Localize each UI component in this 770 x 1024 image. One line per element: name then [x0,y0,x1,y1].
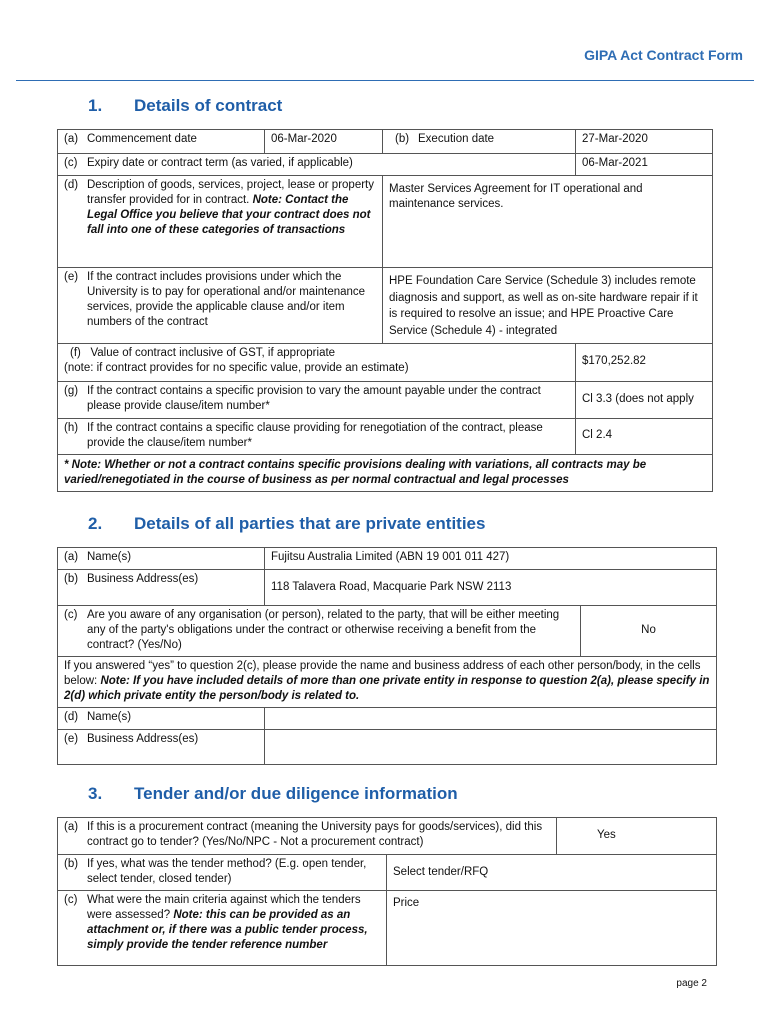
maintenance-clause-field[interactable]: HPE Foundation Care Service (Schedule 3) includes remote diagnosis and support, as well as on-site hardware repair if it is required to resolve an issue; and HPE Proactive Care Service (Schedule 4) - integrated [383,268,713,344]
entity-address-label: (b) Business Address(es) [58,570,265,606]
renegotiation-clause-label: (h) If the contract contains a specific clause providing for renegotiation of the contract, please provide the clause/item number* [58,418,576,454]
tender-question-field[interactable]: Yes [557,818,717,855]
section-1-heading [88,96,282,116]
section-title: Tender and/or due diligence information [134,784,458,803]
form-title: GIPA Act Contract Form [584,47,743,63]
description-field[interactable]: Master Services Agreement for IT operational and maintenance services. [383,176,713,268]
related-name-field[interactable] [265,707,717,729]
entity-name-field[interactable]: Fujitsu Australia Limited (ABN 19 001 011 427) [265,548,717,570]
tender-method-label: (b) If yes, what was the tender method? (E.g. open tender, select tender, closed tender) [58,855,387,891]
renegotiation-clause-field[interactable]: Cl 2.4 [576,418,713,454]
tender-info-table [57,817,717,966]
related-party-instructions: If you answered “yes” to question 2(c), please provide the name and business address of each other person/body, in the cells below: Note: If you have included details of more than one private entity in response to question 2(a), please specify in 2(d) which private entity the person/body is related to. [58,656,717,707]
contract-value-field[interactable]: $170,252.82 [576,343,713,381]
section-number: 2. [88,514,103,533]
tender-criteria-label: (c) What were the main criteria against which the tenders were assessed? Note: this can be provided as an attachment or, if there was a public tender process, simply provide the tender reference number [58,891,387,966]
private-entities-table [57,547,717,765]
description-label: (d) Description of goods, services, project, lease or property transfer provided for in contract. Note: Contact the Legal Office you believe that your contract does not fall into one of these categories of transactions [58,176,383,268]
maintenance-clause-label: (e) If the contract includes provisions under which the University is to pay for operational and/or maintenance services, provide the applicable clause and/or item numbers of the contract [58,268,383,344]
tender-question-label: (a) If this is a procurement contract (meaning the University pays for goods/services), did this contract go to tender? (Yes/No/NPC - Not a procurement contract) [58,818,557,855]
description-note: Note: Contact the Legal Office you believe that your contract does not fall into one of these categories of transactions [87,193,371,236]
commencement-date-field[interactable]: 06-Mar-2020 [265,130,383,154]
expiry-date-label: (c) Expiry date or contract term (as varied, if applicable) [58,154,576,176]
related-party-field[interactable]: No [581,606,717,657]
section-number: 1. [88,96,103,115]
commencement-date-label: (a) Commencement date [58,130,265,154]
related-address-field[interactable] [265,729,717,764]
tender-criteria-field[interactable]: Price [387,891,717,966]
contract-details-table [57,129,713,492]
execution-date-label: (b) Execution date [383,130,576,154]
variation-footnote: * Note: Whether or not a contract contains specific provisions dealing with variations, all contracts may be varied/renegotiated in the course of business as per normal contractual and legal processes [58,454,713,491]
variation-clause-field[interactable]: Cl 3.3 (does not apply [576,381,713,418]
page-number: page 2 [676,978,707,989]
section-3-heading [88,784,458,804]
section-title: Details of all parties that are private entities [134,514,486,533]
entity-address-field[interactable]: 118 Talavera Road, Macquarie Park NSW 2113 [265,570,717,606]
section-2-heading [88,514,485,534]
related-address-label: (e) Business Address(es) [58,729,265,764]
section-title: Details of contract [134,96,283,115]
entity-name-label: (a) Name(s) [58,548,265,570]
related-name-label: (d) Name(s) [58,707,265,729]
execution-date-field[interactable]: 27-Mar-2020 [576,130,713,154]
expiry-date-field[interactable]: 06-Mar-2021 [576,154,713,176]
tender-method-field[interactable]: Select tender/RFQ [387,855,717,891]
tender-criteria-note: Note: this can be provided as an attachment or, if there was a public tender process, simply provide the tender reference number [87,908,368,951]
related-party-note: Note: If you have included details of more than one private entity in response to question 2(a), please specify in 2(d) which private entity the person/body is related to. [64,674,710,702]
variation-clause-label: (g) If the contract contains a specific provision to vary the amount payable under the contract please provide clause/item number* [58,381,576,418]
related-party-label: (c) Are you aware of any organisation (or person), related to the party, that will be either meeting any of the party's obligations under the contract or otherwise receiving a benefit from the contract? (Yes/No) [58,606,581,657]
contract-value-label: (f) Value of contract inclusive of GST, if appropriate (note: if contract provides for no specific value, provide an estimate) [58,343,576,381]
section-number: 3. [88,784,103,803]
header-divider [16,80,754,81]
